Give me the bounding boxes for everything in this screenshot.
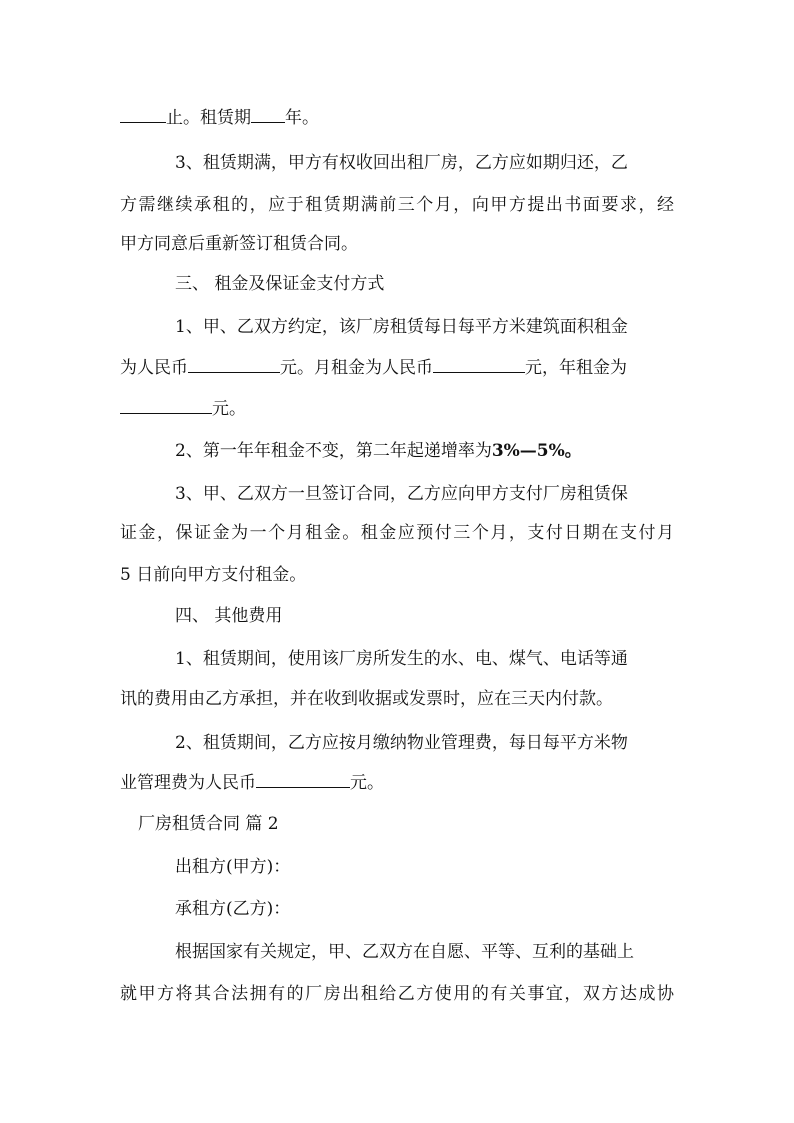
blank-annual-rent [120, 399, 212, 414]
rent-clause-2 [175, 441, 582, 461]
preamble-line-2: 就甲方将其合法拥有的厂房出租给乙方使用的有关事宜，双方达成协 [120, 984, 674, 1004]
section-4-heading: 四、 其他费用 [175, 606, 283, 626]
section-3-heading: 三、 租金及保证金支付方式 [175, 274, 385, 294]
blank-monthly-rent [433, 358, 525, 373]
lease-term-end-line [120, 108, 319, 128]
preamble-line-1: 根据国家有关规定，甲、乙双方在自愿、平等、互利的基础上 [175, 942, 634, 962]
text-segment: 年。 [285, 108, 319, 128]
lessor-field: 出租方(甲方)： [175, 857, 291, 877]
text-segment: 为人民币 [120, 358, 188, 378]
contract-2-title: 厂房租赁合同 篇 2 [138, 814, 279, 834]
lessee-field: 承租方(乙方)： [175, 899, 291, 919]
fees-clause-1-line-2: 讯的费用由乙方承担，并在收到收据或发票时，应在三天内付款。 [120, 689, 613, 709]
fees-clause-1-line-1: 1、租赁期间，使用该厂房所发生的水、电、煤气、电话等通 [175, 649, 628, 669]
rent-clause-1-line-2 [120, 358, 627, 378]
rent-clause-3-line-3: 5 日前向甲方支付租金。 [120, 565, 307, 585]
text-segment: 元。月租金为人民币 [280, 358, 433, 378]
clause-3-line-2: 方需继续承租的，应于租赁期满前三个月，向甲方提出书面要求，经 [120, 195, 674, 215]
blank-lease-years [251, 108, 285, 123]
fees-clause-2-line-2 [120, 773, 384, 793]
text-segment: 元。 [212, 399, 246, 419]
text-segment: 止。租赁期 [166, 108, 251, 128]
text-segment: 元。 [350, 773, 384, 793]
clause-3-line-3: 甲方同意后重新签订租赁合同。 [120, 234, 358, 254]
fees-clause-2-line-1: 2、租赁期间，乙方应按月缴纳物业管理费，每日每平方米物 [175, 733, 628, 753]
rent-clause-1-line-1: 1、甲、乙双方约定，该厂房租赁每日每平方米建筑面积租金 [175, 317, 628, 337]
text-segment: 2、第一年年租金不变，第二年起递增率为 [175, 441, 492, 461]
increase-rate: 3%—5%。 [491, 441, 582, 461]
rent-clause-3-line-2: 证金，保证金为一个月租金。租金应预付三个月，支付日期在支付月 [120, 523, 674, 543]
blank-property-fee [256, 773, 350, 788]
rent-clause-3-line-1: 3、甲、乙双方一旦签订合同，乙方应向甲方支付厂房租赁保 [175, 484, 628, 504]
blank-end-date [120, 108, 166, 123]
text-segment: 元，年租金为 [525, 358, 627, 378]
rent-clause-1-line-3 [120, 399, 246, 419]
blank-daily-rent [188, 358, 280, 373]
clause-3-line-1: 3、租赁期满，甲方有权收回出租厂房，乙方应如期归还，乙 [175, 153, 628, 173]
text-segment: 业管理费为人民币 [120, 773, 256, 793]
